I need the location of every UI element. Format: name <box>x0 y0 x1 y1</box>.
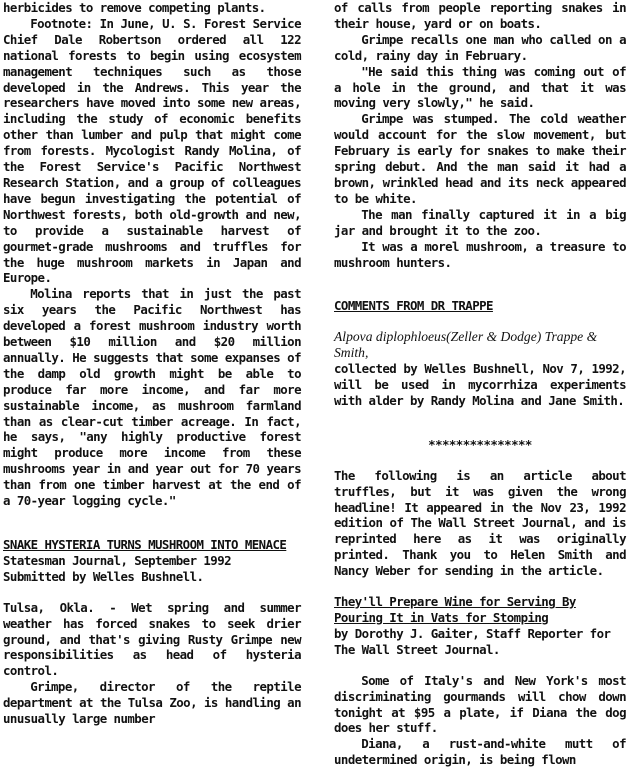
trappe-species: Alpova diplophloeus(Zeller & Dodge) Trappe & Smith, <box>334 329 598 361</box>
following-text-a: The following is an article about truffles, but it was given the wrong headline! It appeared in the Nov 23, 1992 edition of <box>334 467 626 531</box>
wine-article-byline <box>334 626 626 658</box>
source-publication: Statesman Journal <box>3 552 121 568</box>
paragraph-morel: It was a morel mushroom, a treasure to mushroom hunters. <box>334 238 626 270</box>
paragraph-footnote: Footnote: In June, U. S. Forest Service Chief Dale Robertson ordered all 122 national forests to begin using ecosystem management techniques such as those developed in the Andrews. This year the researchers have moved into some new areas, including the study of economic benefits other than lumber and pulp that might come from forests. Mycologist Randy Molina, of the Forest Service's Pacific Northwest Research Station, and a group of colleagues have begun investigating the potential of Northwest forests, both old-growth and new, to provide a sustainable harvest of gourmet-grade mushrooms and truffles for the huge mushroom markets in Japan and Europe. <box>3 15 301 286</box>
paragraph-tulsa: Tulsa, Okla. - Wet spring and summer weather has forced snakes to seek drier ground, and that's giving Rusty Grimpe new responsibilities as head of hysteria control. <box>3 599 301 679</box>
snake-article-heading: SNAKE HYSTERIA TURNS MUSHROOM INTO MENACE <box>3 537 287 552</box>
trappe-heading: COMMENTS FROM DR TRAPPE <box>334 298 493 314</box>
paragraph-stumped: Grimpe was stumped. The cold weather would account for the slow movement, but February is early for snakes to make their spring debut. And the man said it had a brown, wrinkled head and its neck appeared to be white. <box>334 111 626 206</box>
right-column <box>334 0 626 768</box>
paragraph-herbicides: herbicides to remove competing plants. <box>3 0 266 15</box>
paragraph-calls: of calls from people reporting snakes in their house, yard or on boats. <box>334 0 626 31</box>
spacer <box>334 314 626 329</box>
spacer <box>3 509 301 537</box>
paragraph-diana: Diana, a rust-and-white mutt of undetermined origin, is being flown <box>334 736 626 768</box>
following-text-b: , and is reprinted here as it was originally printed. Thank you to Helen Smith and Nancy Weber for sending in the article. <box>334 515 626 579</box>
left-column <box>3 0 301 727</box>
trappe-text: collected by Welles Bushnell, Nov 7, 1992, will be used in mycorrhiza experiments with alder by Randy Molina and Jane Smith. <box>334 361 626 408</box>
snake-article-submitted: Submitted by Welles Bushnell. <box>3 568 204 584</box>
spacer <box>334 409 626 437</box>
spacer <box>334 658 626 673</box>
paragraph-gourmands: Some of Italy's and New York's most discriminating gourmands will chow down tonight at $95 a plate, if Diana the dog does her stuff. <box>334 672 626 736</box>
byline-publication: The Wall Street Journal. <box>334 641 500 657</box>
byline-text: by Dorothy J. Gaiter, Staff Reporter for <box>334 625 611 641</box>
spacer <box>334 453 626 468</box>
paragraph-recalls: Grimpe recalls one man who called on a cold, rainy day in February. <box>334 31 626 63</box>
paragraph-following <box>334 468 626 579</box>
star-divider: *************** <box>428 436 532 452</box>
paragraph-grimpe-director: Grimpe, director of the reptile department at the Tulsa Zoo, is handling an unusually large number <box>3 679 301 727</box>
following-publication: The Wall Street Journal <box>410 515 571 531</box>
snake-article-source <box>3 553 301 569</box>
paragraph-molina: Molina reports that in just the past six years the Pacific Northwest has developed a forest mushroom industry worth between $10 million and $20 million annually. He suggests that some expanses of the damp old growth might be able to produce far more income, and far more sustainable income, as mushroom farmland than as clear-cut timber acreage. In fact, he says, "any highly productive forest might produce more income from these mushrooms year in and year out for 70 years than from one timber harvest at the end of a 70-year logging cycle." <box>3 286 301 509</box>
paragraph-quote: "He said this thing was coming out of a hole in the ground, and that it was moving very slowly," he said. <box>334 63 626 111</box>
source-date: , September 1992 <box>120 552 232 568</box>
paragraph-captured: The man finally captured it in a big jar and brought it to the zoo. <box>334 206 626 238</box>
spacer <box>334 270 626 298</box>
spacer <box>3 585 301 600</box>
wine-article-heading: They'll Prepare Wine for Serving By Pouring It in Vats for Stomping <box>334 594 576 625</box>
spacer <box>334 579 626 594</box>
